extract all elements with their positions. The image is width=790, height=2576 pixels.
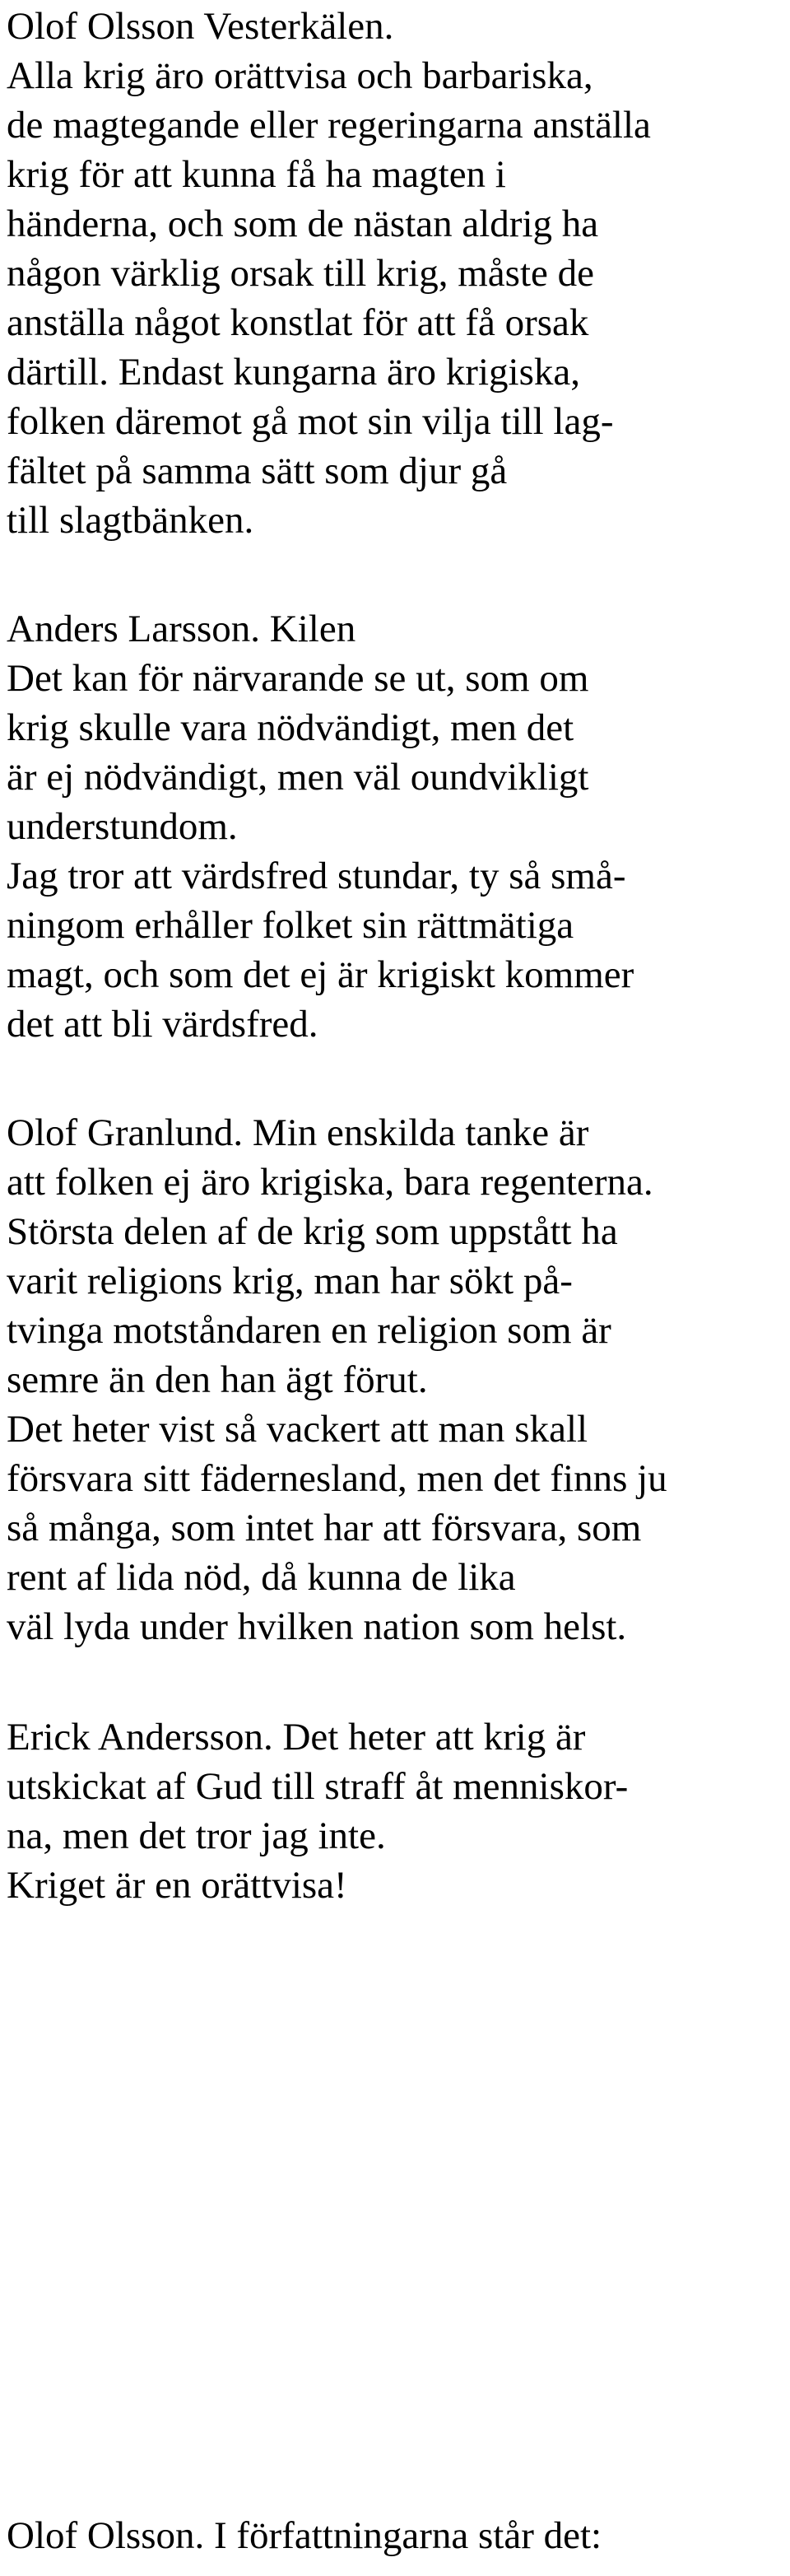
text-line: Olof Olsson Vesterkälen. [7,5,394,48]
text-line: understundom. [7,805,238,848]
text-line: folken däremot gå mot sin vilja till lag- [7,400,614,443]
text-line: semre än den han ägt förut. [7,1358,428,1401]
text-line: Det kan för närvarande se ut, som om [7,657,589,700]
text-line: tvinga motståndaren en religion som är [7,1309,611,1352]
text-line: så många, som intet har att försvara, som [7,1507,642,1549]
text-line: na, men det tror jag inte. [7,1814,386,1857]
text-line: Erick Andersson. Det heter att krig är [7,1716,586,1758]
text-line: att folken ej äro krigiska, bara regenterna. [7,1161,653,1204]
text-line: fältet på samma sätt som djur gå [7,450,508,492]
text-line: Kriget är en orättvisa! [7,1864,347,1907]
text-line: Olof Olsson. I författningarna står det: [7,2514,602,2557]
text-line: krig skulle vara nödvändigt, men det [7,706,574,749]
text-line: de magtegande eller regeringarna anställa [7,104,651,147]
text-line: utskickat af Gud till straff åt menniskor- [7,1765,629,1808]
text-line: ningom erhåller folket sin rättmätiga [7,904,574,947]
text-line: är ej nödvändigt, men väl oundvikligt [7,756,589,799]
text-line: Alla krig äro orättvisa och barbariska, [7,54,593,97]
text-line: Det heter vist så vackert att man skall [7,1408,588,1451]
text-line: rent af lida nöd, då kunna de lika [7,1556,516,1599]
text-line: Jag tror att värdsfred stundar, ty så små- [7,855,626,897]
text-line: det att bli värdsfred. [7,1003,318,1046]
text-line: till slagtbänken. [7,499,254,542]
text-line: magt, och som det ej är krigiskt kommer [7,953,634,996]
text-line: krig för att kunna få ha magten i [7,153,506,196]
text-line: väl lyda under hvilken nation som helst. [7,1605,627,1648]
text-line: händerna, och som de nästan aldrig ha [7,203,599,245]
text-line: Största delen af de krig som uppstått ha [7,1210,618,1253]
text-line: någon värklig orsak till krig, måste de [7,252,594,295]
text-line: därtill. Endast kungarna äro krigiska, [7,351,580,394]
text-line: försvara sitt fädernesland, men det finns ju [7,1457,667,1500]
text-line: varit religions krig, man har sökt på- [7,1260,573,1302]
text-line: Anders Larsson. Kilen [7,608,356,650]
text-line: anställa något konstlat för att få orsak [7,301,589,344]
text-line: Olof Granlund. Min enskilda tanke är [7,1111,589,1154]
